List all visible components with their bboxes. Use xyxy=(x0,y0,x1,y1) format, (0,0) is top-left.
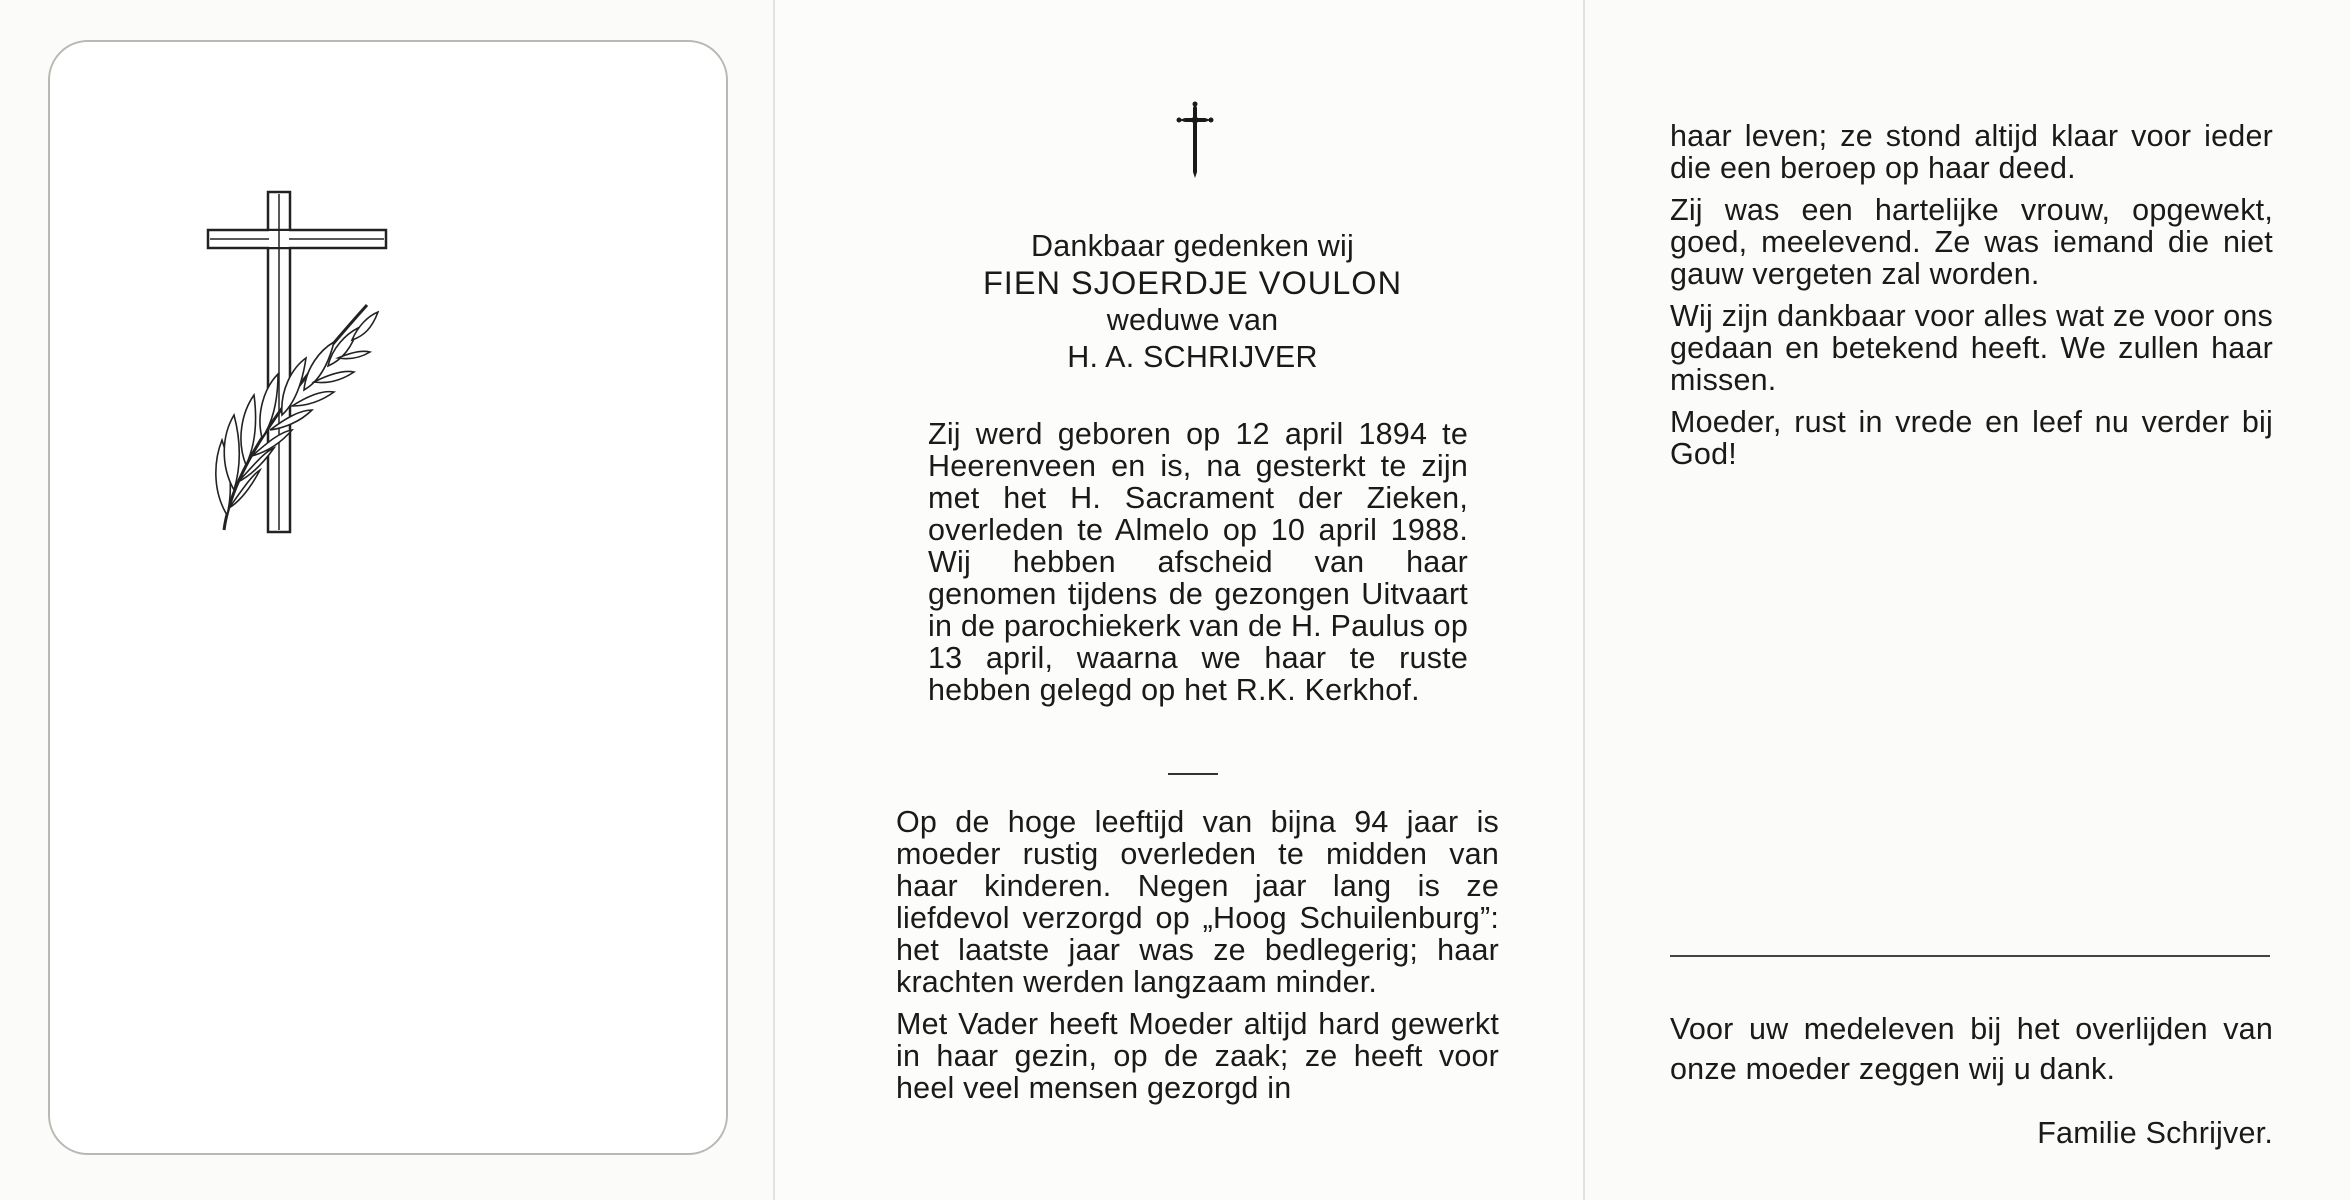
life-story xyxy=(896,806,1499,1104)
intro-heading: Dankbaar gedenken wij xyxy=(1031,229,1354,263)
deceased-name: FIEN SJOERDJE VOULON xyxy=(982,265,1403,301)
thanks-message xyxy=(1670,1009,2273,1089)
relation-text: weduwe van xyxy=(1106,303,1279,337)
story-paragraph: haar leven; ze stond altijd klaar voor ieder die een beroep op haar deed. xyxy=(1670,119,2273,185)
family-signature: Familie Schrijver. xyxy=(2037,1116,2273,1150)
thanks-text: Voor uw medeleven bij het overlijden van onze moeder zeggen wij u dank. xyxy=(1670,1012,2273,1086)
story-paragraph: Met Vader heeft Moeder altijd hard gewerkt in haar gezin, op de zaak; ze heeft voor heel veel mensen gezorgd in xyxy=(896,1007,1499,1105)
biography-paragraph xyxy=(928,418,1468,706)
story-paragraph: Op de hoge leeftijd van bijna 94 jaar is moeder rustig overleden te midden van haar kinderen. Negen jaar lang is ze liefdevol verzorgd op „Hoog Schuilenburg”: het laatste jaar was ze bedlegerig; haar krachten werden langzaam minder. xyxy=(896,805,1499,999)
story-paragraph: Wij zijn dankbaar voor alles wat ze voor ons gedaan en betekend heeft. We zullen haar missen. xyxy=(1670,299,2273,397)
memorial-intro xyxy=(935,228,1450,376)
story-paragraph: Moeder, rust in vrede en leef nu verder bij God! xyxy=(1670,405,2273,471)
small-cross-icon xyxy=(1175,100,1215,180)
life-story-continued xyxy=(1670,120,2273,470)
spouse-name: H. A. SCHRIJVER xyxy=(1067,340,1318,374)
section-divider xyxy=(1168,773,1218,775)
cross-with-palm-branch-icon xyxy=(202,190,392,535)
card-frame xyxy=(48,40,728,1155)
card-front-panel xyxy=(0,0,775,1200)
biography-text: Zij werd geboren op 12 april 1894 te Heerenveen en is, na gesterkt te zijn met het H. Sacrament der Zieken, overleden te Almelo op 10 april 1988. Wij hebben afscheid van haar genomen tijdens de gezongen Uitvaart in de parochiekerk van de H. Paulus op 13 april, waarna we haar te ruste hebben gelegd op het R.K. Kerkhof. xyxy=(928,417,1468,707)
story-paragraph: Zij was een hartelijke vrouw, opgewekt, goed, meelevend. Ze was iemand die niet gauw vergeten zal worden. xyxy=(1670,193,2273,291)
section-divider xyxy=(1670,955,2270,957)
